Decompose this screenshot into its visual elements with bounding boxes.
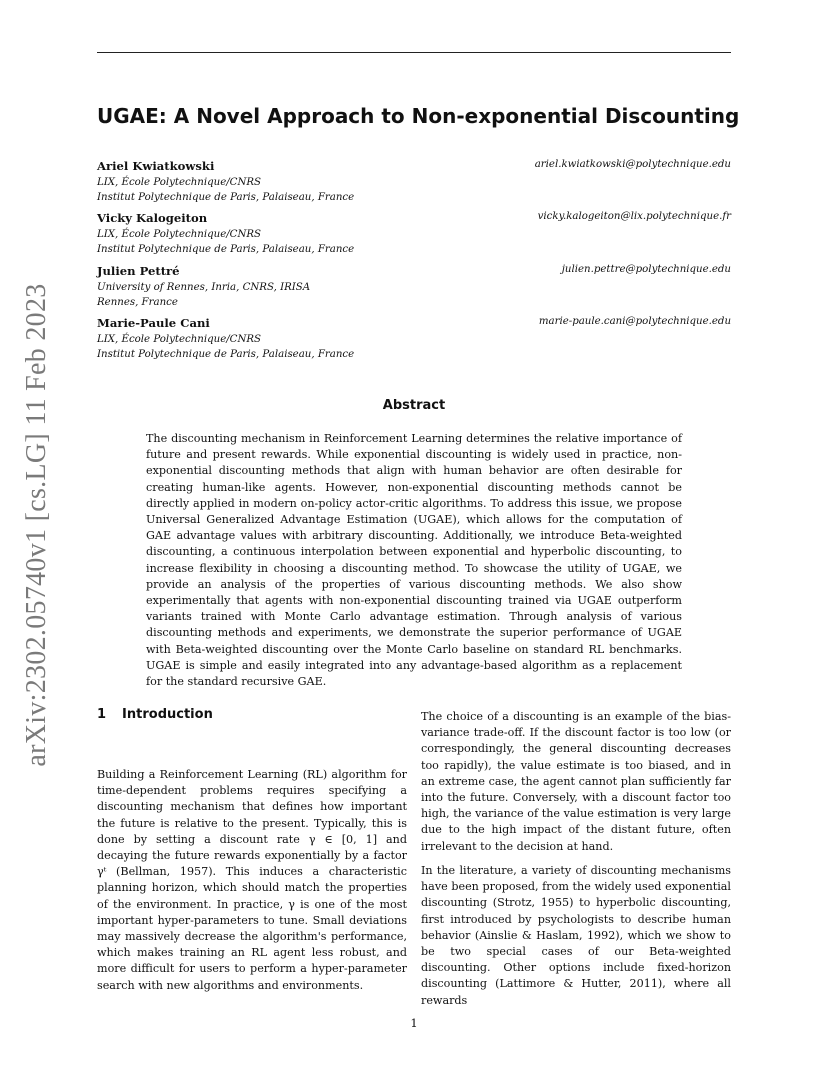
author-block (97, 316, 731, 376)
author-affiliation: Institut Polytechnique de Paris, Palaiseau, France (97, 349, 355, 360)
intro-paragraph-right-2: In the literature, a variety of discounting mechanisms have been proposed, from the widely used exponential discounting (Strotz, 1955) to hyperbolic discounting, first introduced by psychologists to describe human behavior (Ainslie & Haslam, 1992), which we show to be two special cases of our Beta-weighted discounting. Other options include fixed-horizon discounting (Lattimore & Hutter, 2011), where all rewards (421, 864, 731, 1007)
section-title: Introduction (122, 707, 213, 722)
author-email[interactable]: vicky.kalogeiton@lix.polytechnique.fr (537, 211, 731, 222)
intro-paragraph-left: Building a Reinforcement Learning (RL) algorithm for time-dependent problems requires specifying a discounting mechanism that defines how important the future is relative to the present. Typically, this is done by setting a discount rate γ ∈ [0, 1] and decaying the future rewards exponentially by a factor γᵗ (Bellman, 1957). This induces a characteristic planning horizon, which should match the properties of the environment. In practice, γ is one of the most important hyper-parameters to tune. Small deviations may massively decrease the algorithm's performance, which makes training an RL agent less robust, and more difficult for users to perform a hyper-parameter search with new algorithms and environments. (97, 768, 407, 992)
author-name: Julien Pettré (97, 264, 180, 278)
author-affiliation: University of Rennes, Inria, CNRS, IRISA (97, 282, 311, 293)
intro-paragraph-right-1: The choice of a discounting is an example of the bias-variance trade-off. If the discount factor is too low (or correspondingly, the general discounting decreases too rapidly), the value estimate is too biased, and in an extreme case, the agent cannot plan sufficiently far into the future. Conversely, with a discount factor too high, the variance of the value estimation is very large due to the high impact of the distant future, often irrelevant to the decision at hand. (421, 710, 731, 853)
abstract-heading: Abstract (382, 398, 446, 413)
section-number: 1 (97, 707, 107, 722)
author-affiliation: Institut Polytechnique de Paris, Palaiseau, France (97, 192, 355, 203)
author-affiliation: Institut Polytechnique de Paris, Palaiseau, France (97, 244, 355, 255)
author-name: Ariel Kwiatkowski (97, 159, 215, 173)
author-affiliation: LIX, École Polytechnique/CNRS (97, 177, 262, 188)
arxiv-stamp-text: arXiv:2302.05740v1 [cs.LG] 11 Feb 2023 (21, 283, 52, 767)
author-affiliation: Rennes, France (97, 297, 178, 308)
author-affiliation: LIX, École Polytechnique/CNRS (97, 334, 262, 345)
top-rule (97, 52, 731, 53)
author-block (97, 159, 731, 219)
section-heading (97, 707, 213, 722)
author-email[interactable]: ariel.kwiatkowski@polytechnique.edu (534, 159, 731, 170)
page-number: 1 (410, 1016, 418, 1030)
author-email[interactable]: julien.pettre@polytechnique.edu (561, 264, 731, 275)
author-email[interactable]: marie-paule.cani@polytechnique.edu (538, 316, 731, 327)
author-name: Marie-Paule Cani (97, 316, 210, 330)
author-name: Vicky Kalogeiton (97, 211, 208, 225)
paper-title: UGAE: A Novel Approach to Non-exponential Discounting (97, 104, 740, 128)
author-block (97, 211, 731, 271)
abstract-text: The discounting mechanism in Reinforcement Learning determines the relative importance of future and present rewards. While exponential discounting is widely used in practice, non-exponential discounting methods that align with human behavior are often desirable for creating human-like agents. However, non-exponential discounting methods cannot be directly applied in modern on-policy actor-critic algorithms. To address this issue, we propose Universal Generalized Advantage Estimation (UGAE), which allows for the computation of GAE advantage values with arbitrary discounting. Additionally, we introduce Beta-weighted discounting, a continuous interpolation between exponential and hyperbolic discounting, to increase flexibility in choosing a discounting method. To showcase the utility of UGAE, we provide an analysis of the properties of various discounting methods. We also show experimentally that agents with non-exponential discounting trained via UGAE outperform variants trained with Monte Carlo advantage estimation. Through analysis of various discounting methods and experiments, we demonstrate the superior performance of UGAE with Beta-weighted discounting over the Monte Carlo baseline on standard RL benchmarks. UGAE is simple and easily integrated into any advantage-based algorithm as a replacement for the standard recursive GAE. (146, 432, 682, 689)
author-block (97, 264, 731, 324)
author-affiliation: LIX, École Polytechnique/CNRS (97, 229, 262, 240)
